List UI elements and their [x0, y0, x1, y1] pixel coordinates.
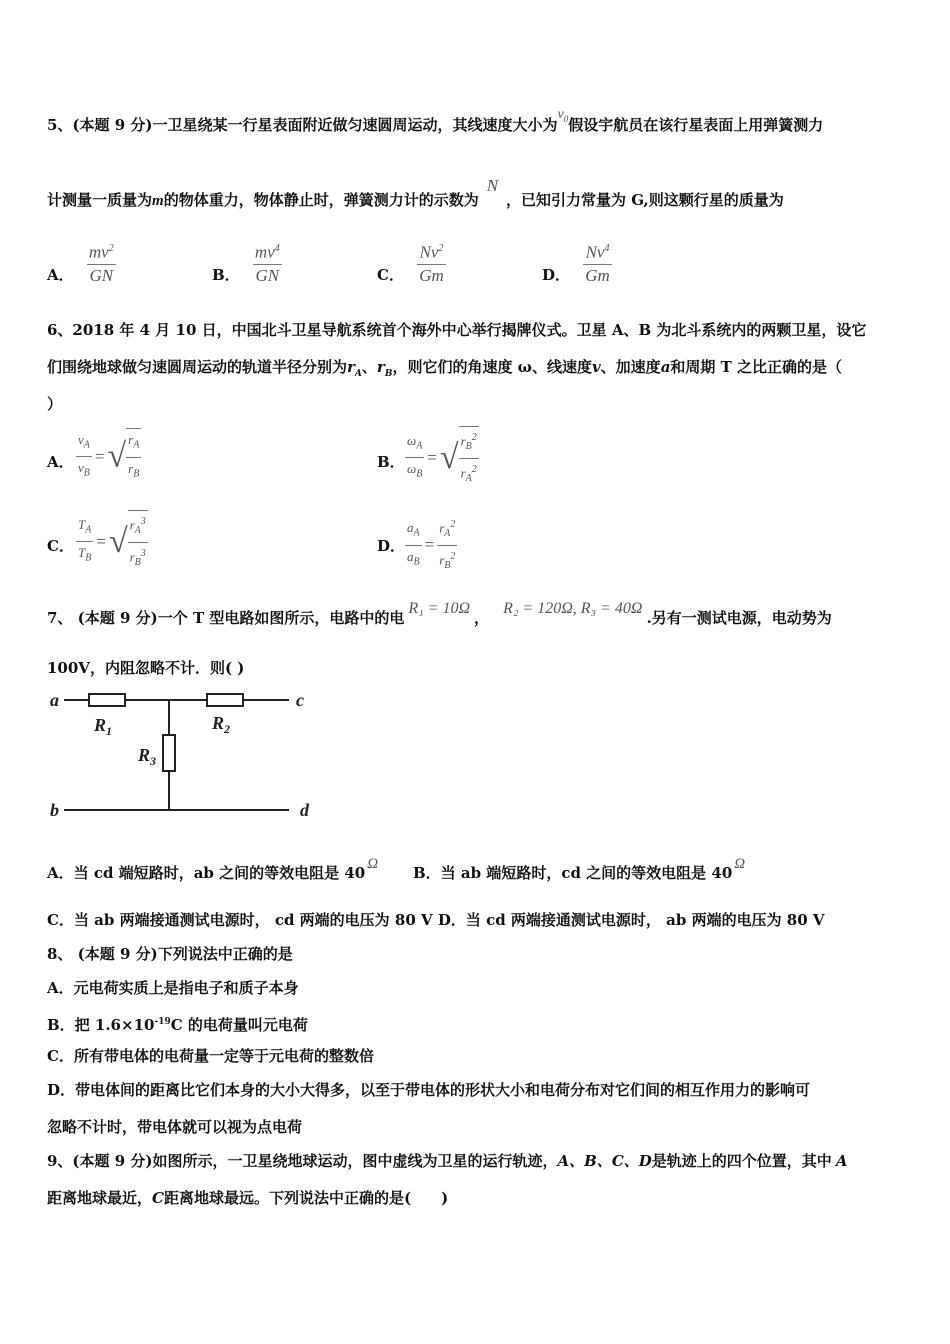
exponent: -19: [154, 1017, 171, 1027]
q5-stem-part1: 5、(本题 9 分)一卫星绕某一行星表面附近做匀速圆周运动，其线速度大小为: [47, 116, 558, 134]
option-label: A．: [47, 453, 74, 471]
option-label: C．: [377, 266, 404, 285]
q7-option-a-text: A．当 cd 端短路时，ab 之间的等效电阻是 40: [47, 864, 366, 882]
q9-line1-part2: 是轨迹上的四个位置，其中: [651, 1152, 832, 1170]
q6-option-c[interactable]: [47, 536, 74, 556]
q6-formula-a: $\frac{v_A}{v_B}$ =√ $\frac{r_A}{r_B}$: [76, 428, 141, 485]
terminal-c: c: [296, 690, 304, 710]
q9-points: A、B、C、D: [557, 1152, 652, 1170]
q5-line2-part2: 的物体重力，物体静止时，弹簧测力计的示数为: [163, 191, 479, 209]
q6-line1: 6、2018 年 4 月 10 日，中国北斗卫星导航系统首个海外中心举行揭牌仪式。卫星 A、B 为北斗系统内的两颗卫星，设它: [47, 321, 867, 339]
q6-option-b[interactable]: [377, 452, 405, 472]
q6-formula-d: $\frac{a_A}{a_B}$ = $\frac{r_A^2}{r_B^2}$: [405, 514, 457, 577]
option-label: C．: [47, 537, 74, 555]
mass-symbol: m: [152, 193, 164, 209]
q7-option-b[interactable]: [413, 856, 746, 884]
terminal-a: a: [50, 690, 59, 710]
q5-stem-part2: 假设宇航员在该行星表面上用弹簧测力: [568, 116, 824, 134]
ohm-symbol: Ω: [734, 856, 746, 872]
resistor-r3: [163, 735, 175, 771]
resistor-r1: [89, 694, 125, 706]
q5-option-d[interactable]: [542, 238, 612, 287]
q5-line1: [47, 107, 824, 141]
q9-line1-part1: 9、(本题 9 分)如图所示，一卫星绕地球运动，图中虚线为卫星的运行轨迹，: [47, 1152, 558, 1170]
v0-symbol: $v_0$: [557, 107, 569, 124]
q5-line2-part3: ，已知引力常量为 G,则这颗行星的质量为: [506, 191, 784, 209]
option-label: B．: [212, 266, 240, 285]
q6-option-d[interactable]: [377, 536, 405, 556]
v-symbol: v: [591, 358, 601, 376]
option-d-fraction: $\frac{Nv^4}{Gm}$: [583, 238, 612, 287]
q6-line2-part2: ，则它们的角速度 ω、线速度: [392, 358, 592, 376]
q6-line3: ）: [47, 395, 63, 413]
point-c: C: [152, 1189, 164, 1207]
option-c-fraction: $\frac{Nv^2}{Gm}$: [417, 238, 446, 287]
option-label: A．: [47, 266, 74, 285]
q7-option-b-text: B．当 ab 端短路时，cd 之间的等效电阻是 40: [413, 864, 733, 882]
option-b-fraction: $\frac{mv^4}{GN}$: [253, 238, 282, 287]
r23-values: R₂ = 120Ω, R₃ = 40Ω: [503, 600, 643, 617]
label-r1: $R_1$: [94, 715, 113, 738]
label-r2: $R_2$: [212, 713, 231, 736]
q9-line1: [47, 1151, 847, 1171]
q5-option-a[interactable]: [47, 238, 116, 287]
q6-option-a[interactable]: [47, 452, 74, 472]
q5-line2: [47, 176, 784, 211]
q6-formula-b: $\frac{\omega_A}{\omega_B}$ =√ $\frac{r_B^2}{r_A^2}$: [405, 426, 479, 490]
r1-value: R₁ = 10Ω: [408, 600, 471, 617]
q9-line2-part2: 距离地球最远。下列说法中正确的是( ): [163, 1189, 449, 1207]
q8-option-a[interactable]: A．元电荷实质上是指电子和质子本身: [47, 979, 299, 997]
q6-line2: [47, 357, 842, 384]
terminal-b: b: [50, 800, 59, 820]
q8-option-b-part1: B．把 1.6×10: [47, 1016, 155, 1034]
terminal-d: d: [300, 800, 309, 820]
option-label: D．: [377, 537, 406, 555]
q7-options-cd[interactable]: C．当 ab 两端接通测试电源时， cd 两端的电压为 80 V D．当 cd 两端接通测试电源时， ab 两端的电压为 80 V: [47, 911, 825, 929]
q8-option-b-part2: C 的电荷量叫元电荷: [170, 1016, 308, 1034]
comma: ，: [474, 609, 490, 627]
option-a-fraction: $\frac{mv^2}{GN}$: [87, 238, 116, 287]
q6-formula-c: $\frac{T_A}{T_B}$ =√ $\frac{r_A^3}{r_B^3}$: [76, 510, 148, 574]
q5-option-c[interactable]: [377, 238, 446, 287]
option-label: D．: [542, 266, 571, 285]
q8-stem: 8、 (本题 9 分)下列说法中正确的是: [47, 945, 293, 963]
ohm-symbol: Ω: [367, 856, 379, 872]
label-r3: $R_3$: [138, 745, 157, 768]
q8-option-b[interactable]: [47, 1012, 308, 1035]
q5-line2-part1: 计测量一质量为: [47, 191, 153, 209]
ra-symbol: $r_A$: [347, 358, 362, 379]
t-circuit-diagram: [44, 685, 319, 820]
q8-option-d-line1[interactable]: D．带电体间的距离比它们本身的大小大得多，以至于带电体的形状大小和电荷分布对它们间的相互作用力的影响可: [47, 1081, 811, 1099]
q6-line2-part1: 们围绕地球做匀速圆周运动的轨道半径分别为: [47, 358, 348, 376]
q5-option-b[interactable]: [212, 238, 282, 287]
q8-option-c[interactable]: C．所有带电体的电荷量一定等于元电荷的整数倍: [47, 1047, 374, 1065]
q8-option-d-line2[interactable]: 忽略不计时，带电体就可以视为点电荷: [47, 1118, 303, 1136]
q9-line2-part1: 距离地球最近，: [47, 1189, 153, 1207]
q7-option-a[interactable]: [47, 856, 379, 884]
q7-line2: 100V，内阻忽略不计．则( ): [47, 659, 245, 677]
n-symbol: N: [486, 176, 499, 195]
option-label: B．: [377, 453, 405, 471]
q7-line1: [47, 600, 832, 629]
separator: 、: [361, 358, 377, 376]
point-a: A: [835, 1152, 848, 1170]
q6-line2-part4: 和周期 T 之比正确的是（: [670, 358, 843, 376]
q7-stem-part1: 7、 (本题 9 分)一个 T 型电路如图所示，电路中的电: [47, 609, 405, 627]
a-symbol: a: [660, 358, 671, 376]
q9-line2: [47, 1188, 448, 1208]
q6-line2-part3: 、加速度: [600, 358, 661, 376]
resistor-r2: [207, 694, 243, 706]
q7-stem-part2: .另有一测试电源，电动势为: [646, 609, 832, 627]
rb-symbol: $r_B$: [376, 358, 393, 379]
